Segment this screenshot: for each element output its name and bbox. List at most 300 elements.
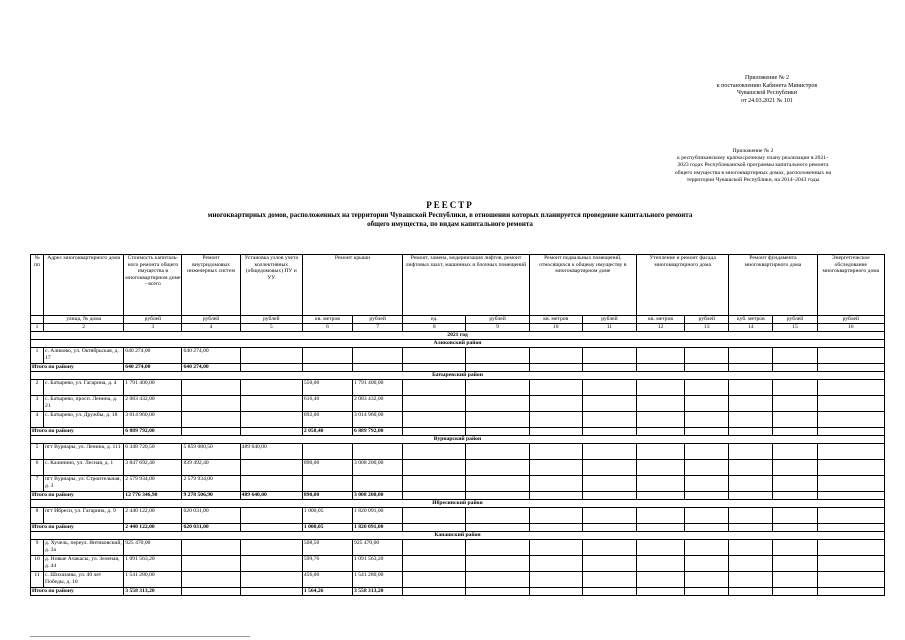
row-num: 9	[31, 540, 44, 556]
document-subtitle-2: общего имущества, по видам капитального ремонта	[367, 220, 533, 228]
header-engineering: Ремонт внутридомовых инженерных систем	[182, 255, 240, 316]
empty-cell	[729, 492, 773, 500]
empty-cell	[773, 444, 817, 460]
district-name: Аликовский район	[31, 340, 885, 348]
empty-cell	[637, 492, 685, 500]
appendix1-line-3: Чувашской Республики	[736, 90, 798, 96]
empty-cell	[582, 348, 636, 364]
empty-cell	[582, 460, 636, 476]
empty-cell	[466, 396, 529, 412]
empty-cell	[685, 412, 729, 428]
appendix2-line-5: территории Чувашской Республики, на 2014–2043 годы	[686, 176, 820, 183]
empty-cell	[773, 492, 817, 500]
empty-cell	[817, 588, 884, 596]
document-subtitle-1: многоквартирных домов, расположенных на территории Чувашской Республики, в отношении которых планируется проведение капитального ремонта	[207, 211, 693, 219]
empty-cell	[466, 348, 529, 364]
row-roof-cost	[353, 444, 403, 460]
district-name: Батыревский район	[31, 372, 885, 380]
empty-cell	[637, 396, 685, 412]
unit-cell: рублей	[773, 316, 817, 324]
row-meters	[240, 540, 302, 556]
empty-cell	[729, 540, 773, 556]
empty-cell	[466, 412, 529, 428]
empty-cell	[685, 348, 729, 364]
total-roof-cost: 6 889 792,00	[353, 428, 403, 436]
unit-cell: рублей	[240, 316, 302, 324]
empty-cell	[529, 572, 582, 588]
units-row	[31, 316, 885, 324]
empty-cell	[817, 428, 884, 436]
empty-cell	[637, 540, 685, 556]
empty-cell	[466, 428, 529, 436]
row-cost: 1 091 563,20	[124, 556, 182, 572]
empty-cell	[466, 556, 529, 572]
column-number: 3	[124, 324, 182, 332]
header-roof: Ремонт крыши	[302, 255, 402, 316]
header-facade: Утепление и ремонт фасада многоквартирного дома	[637, 255, 729, 316]
empty-cell	[817, 364, 884, 372]
empty-cell	[685, 508, 729, 524]
empty-cell	[403, 492, 466, 500]
table-row	[31, 380, 885, 396]
empty-cell	[773, 524, 817, 532]
empty-cell	[773, 460, 817, 476]
year-row	[31, 332, 885, 340]
row-roof-area: 1 000,05	[302, 508, 352, 524]
table-row	[31, 540, 885, 556]
appendix2-line-4: общего имущества в многоквартирных домах, расположенных на	[674, 169, 832, 176]
empty-cell	[637, 460, 685, 476]
row-cost: 6 348 720,50	[124, 444, 182, 460]
row-address: с. Батырево, просп. Ленина, д. 21	[44, 396, 124, 412]
unit-cell: рублей	[817, 316, 884, 324]
row-num: 7	[31, 476, 44, 492]
row-roof-area: 456,00	[302, 572, 352, 588]
empty-cell	[685, 524, 729, 532]
column-number: 5	[240, 324, 302, 332]
row-roof-area	[302, 444, 352, 460]
empty-cell	[817, 380, 884, 396]
empty-cell	[685, 476, 729, 492]
empty-cell	[529, 476, 582, 492]
empty-cell	[729, 380, 773, 396]
total-label: Итого по району	[31, 492, 124, 500]
empty-cell	[529, 444, 582, 460]
empty-cell	[582, 524, 636, 532]
empty-cell	[403, 588, 466, 596]
table-row	[31, 412, 885, 428]
row-roof-cost: 3 008 200,00	[353, 460, 403, 476]
empty-cell	[729, 460, 773, 476]
appendix2-line-3: 2023 годах Республиканской программы капитального ремонта	[677, 162, 829, 169]
row-num: 8	[31, 508, 44, 524]
empty-cell	[773, 412, 817, 428]
row-num: 3	[31, 396, 44, 412]
row-engineering	[182, 540, 240, 556]
row-engineering: 640 274,00	[182, 348, 240, 364]
empty-cell	[403, 396, 466, 412]
empty-cell	[817, 492, 884, 500]
row-roof-area: 892,00	[302, 412, 352, 428]
column-number: 12	[637, 324, 685, 332]
empty-cell	[466, 588, 529, 596]
column-numbers-row	[31, 324, 885, 332]
row-meters	[240, 396, 302, 412]
row-roof-area	[302, 476, 352, 492]
row-roof-cost: 925 470,00	[353, 540, 403, 556]
empty-cell	[582, 476, 636, 492]
empty-cell	[637, 412, 685, 428]
empty-cell	[685, 492, 729, 500]
empty-cell	[773, 588, 817, 596]
header-foundation: Ремонт фундамента многоквартирного дома	[729, 255, 817, 316]
total-roof-cost: 3 008 200,00	[353, 492, 403, 500]
row-roof-area: 616,40	[302, 396, 352, 412]
unit-cell: рублей	[466, 316, 529, 324]
total-roof-area: 1 564,26	[302, 588, 352, 596]
empty-cell	[817, 412, 884, 428]
total-row	[31, 428, 885, 436]
total-engineering: 9 278 506,90	[182, 492, 240, 500]
empty-cell	[403, 348, 466, 364]
empty-cell	[529, 524, 582, 532]
empty-cell	[582, 428, 636, 436]
total-meters: 489 640,00	[240, 492, 302, 500]
unit-cell: рублей	[353, 316, 403, 324]
empty-cell	[582, 444, 636, 460]
total-label: Итого по району	[31, 588, 124, 596]
empty-cell	[466, 460, 529, 476]
empty-cell	[403, 572, 466, 588]
document-title: РЕЕСТР	[426, 200, 474, 210]
header-energy: Энергетическое обследование многоквартирного дома	[817, 255, 884, 316]
table-row	[31, 556, 885, 572]
row-address: с. Батырево, ул. Дружбы, д. 18	[44, 412, 124, 428]
empty-cell	[773, 508, 817, 524]
column-number: 16	[817, 324, 884, 332]
empty-cell	[773, 428, 817, 436]
column-number: 2	[44, 324, 124, 332]
empty-cell	[773, 348, 817, 364]
district-row	[31, 340, 885, 348]
column-number: 6	[302, 324, 352, 332]
empty-cell	[729, 572, 773, 588]
empty-cell	[529, 508, 582, 524]
empty-cell	[582, 540, 636, 556]
empty-cell	[773, 396, 817, 412]
row-address: пгт Вурнары, ул. Ленина, д. 111	[44, 444, 124, 460]
row-address: с. Аликово, ул. Октябрьская, д. 17	[44, 348, 124, 364]
header-address: Адрес многоквартирного дома	[44, 255, 124, 316]
empty-cell	[529, 460, 582, 476]
empty-cell	[403, 444, 466, 460]
column-number: 14	[729, 324, 773, 332]
empty-cell	[637, 588, 685, 596]
empty-cell	[529, 364, 582, 372]
empty-cell	[529, 556, 582, 572]
empty-cell	[582, 588, 636, 596]
table-row	[31, 348, 885, 364]
row-cost: 2 579 934,00	[124, 476, 182, 492]
total-roof-cost	[353, 364, 403, 372]
header-meters: Установка узлов учета коллективных (общедомовых) ПУ и УУ	[240, 255, 302, 316]
empty-cell	[685, 588, 729, 596]
empty-cell	[729, 556, 773, 572]
total-label: Итого по району	[31, 364, 124, 372]
empty-cell	[637, 444, 685, 460]
empty-cell	[773, 540, 817, 556]
empty-cell	[582, 412, 636, 428]
empty-cell	[403, 556, 466, 572]
column-number: 11	[582, 324, 636, 332]
unit-cell	[31, 316, 44, 324]
header-basement: Ремонт подвальных помещений, относящихся к общему имуществу в многоквартирном доме	[529, 255, 636, 316]
total-roof-cost: 3 558 313,20	[353, 588, 403, 596]
empty-cell	[637, 572, 685, 588]
row-cost: 1 541 280,00	[124, 572, 182, 588]
empty-cell	[637, 508, 685, 524]
empty-cell	[685, 364, 729, 372]
empty-cell	[637, 364, 685, 372]
footer-divider	[30, 636, 250, 637]
unit-cell: рублей	[182, 316, 240, 324]
total-cost: 12 776 346,90	[124, 492, 182, 500]
table-row	[31, 572, 885, 588]
empty-cell	[729, 588, 773, 596]
empty-cell	[817, 508, 884, 524]
year-label: 2021 год	[31, 332, 885, 340]
empty-cell	[729, 476, 773, 492]
empty-cell	[403, 540, 466, 556]
district-name: Канашский район	[31, 532, 885, 540]
empty-cell	[685, 460, 729, 476]
empty-cell	[773, 380, 817, 396]
empty-cell	[729, 412, 773, 428]
empty-cell	[773, 476, 817, 492]
header-num: № пп	[31, 255, 44, 316]
table-row	[31, 476, 885, 492]
row-meters	[240, 476, 302, 492]
empty-cell	[403, 412, 466, 428]
empty-cell	[403, 428, 466, 436]
row-address: с. Батырево, ул. Гагарина, д. 4	[44, 380, 124, 396]
empty-cell	[466, 540, 529, 556]
empty-cell	[817, 460, 884, 476]
empty-cell	[637, 476, 685, 492]
total-label: Итого по району	[31, 428, 124, 436]
unit-cell: рублей	[124, 316, 182, 324]
total-cost: 2 440 122,00	[124, 524, 182, 532]
empty-cell	[529, 492, 582, 500]
total-roof-area: 2 058,40	[302, 428, 352, 436]
header-lifts: Ремонт, замена, модернизация лифтов, ремонт лифтовых шахт, машинных и блочных помещений	[403, 255, 529, 316]
row-address: д. Новые Ачакасы, ул. Зеленая, д. 44	[44, 556, 124, 572]
total-engineering	[182, 588, 240, 596]
empty-cell	[529, 396, 582, 412]
row-cost: 925 470,00	[124, 540, 182, 556]
empty-cell	[729, 364, 773, 372]
row-engineering	[182, 572, 240, 588]
empty-cell	[817, 348, 884, 364]
row-address: с. Калинино, ул. Лесная, д. 1	[44, 460, 124, 476]
table-row	[31, 508, 885, 524]
row-roof-area: 599,76	[302, 556, 352, 572]
row-engineering: 839 492,40	[182, 460, 240, 476]
empty-cell	[685, 428, 729, 436]
district-row	[31, 500, 885, 508]
empty-cell	[582, 380, 636, 396]
total-row	[31, 588, 885, 596]
empty-cell	[637, 348, 685, 364]
total-meters	[240, 364, 302, 372]
empty-cell	[582, 572, 636, 588]
total-roof-cost: 1 820 091,00	[353, 524, 403, 532]
unit-cell: куб. метров	[729, 316, 773, 324]
row-roof-cost: 1 541 280,00	[353, 572, 403, 588]
row-num: 6	[31, 460, 44, 476]
empty-cell	[403, 364, 466, 372]
row-roof-area: 508,50	[302, 540, 352, 556]
row-engineering	[182, 556, 240, 572]
empty-cell	[403, 380, 466, 396]
total-roof-area: 890,00	[302, 492, 352, 500]
empty-cell	[773, 364, 817, 372]
header-cost: Стоимость капиталь-ного ремонта общего имущества в многоквартирном доме - всего	[124, 255, 182, 316]
row-num: 5	[31, 444, 44, 460]
empty-cell	[729, 428, 773, 436]
empty-cell	[466, 524, 529, 532]
row-num: 10	[31, 556, 44, 572]
empty-cell	[685, 572, 729, 588]
empty-cell	[729, 524, 773, 532]
row-cost: 1 791 400,00	[124, 380, 182, 396]
appendix1-line-4: от 24.03.2021 № 101	[741, 97, 793, 104]
row-engineering: 2 579 934,00	[182, 476, 240, 492]
empty-cell	[403, 508, 466, 524]
row-address: пгт Вурнары, ул. Строительная, д. 3	[44, 476, 124, 492]
empty-cell	[729, 508, 773, 524]
empty-cell	[817, 524, 884, 532]
empty-cell	[637, 556, 685, 572]
empty-cell	[637, 380, 685, 396]
row-address: д. Хучель, переул. Янтиковский, д. 3а	[44, 540, 124, 556]
total-roof-area: 1 000,05	[302, 524, 352, 532]
row-meters	[240, 412, 302, 428]
total-row	[31, 492, 885, 500]
column-number: 8	[403, 324, 466, 332]
appendix1-line-2: к постановлению Кабинета Министров	[716, 82, 818, 89]
empty-cell	[817, 540, 884, 556]
row-roof-area: 550,00	[302, 380, 352, 396]
row-num: 2	[31, 380, 44, 396]
row-meters	[240, 460, 302, 476]
empty-cell	[466, 508, 529, 524]
empty-cell	[582, 492, 636, 500]
empty-cell	[466, 444, 529, 460]
row-num: 1	[31, 348, 44, 364]
row-cost: 2 440 122,00	[124, 508, 182, 524]
table-row	[31, 396, 885, 412]
row-num: 4	[31, 412, 44, 428]
empty-cell	[773, 572, 817, 588]
empty-cell	[582, 396, 636, 412]
empty-cell	[817, 572, 884, 588]
row-cost: 2 083 432,00	[124, 396, 182, 412]
empty-cell	[729, 348, 773, 364]
total-roof-area	[302, 364, 352, 372]
total-engineering: 620 031,00	[182, 524, 240, 532]
row-meters	[240, 348, 302, 364]
row-roof-cost: 3 014 960,00	[353, 412, 403, 428]
empty-cell	[403, 524, 466, 532]
empty-cell	[685, 380, 729, 396]
total-cost: 3 558 313,20	[124, 588, 182, 596]
row-meters	[240, 380, 302, 396]
row-cost: 640 274,00	[124, 348, 182, 364]
empty-cell	[637, 428, 685, 436]
total-engineering: 640 274,00	[182, 364, 240, 372]
row-address: пгт Ибреси, ул. Гагарина, д. 9	[44, 508, 124, 524]
row-cost: 3 847 692,40	[124, 460, 182, 476]
document-title-block	[100, 200, 800, 229]
empty-cell	[582, 556, 636, 572]
table-row	[31, 460, 885, 476]
empty-cell	[529, 588, 582, 596]
empty-cell	[729, 444, 773, 460]
empty-cell	[729, 396, 773, 412]
column-number: 4	[182, 324, 240, 332]
empty-cell	[529, 412, 582, 428]
empty-cell	[466, 364, 529, 372]
unit-cell: кв. метров	[302, 316, 352, 324]
total-cost: 640 274,00	[124, 364, 182, 372]
unit-cell: рублей	[685, 316, 729, 324]
row-roof-cost	[353, 348, 403, 364]
row-meters: 489 640,00	[240, 444, 302, 460]
row-engineering	[182, 396, 240, 412]
empty-cell	[582, 364, 636, 372]
row-meters	[240, 556, 302, 572]
empty-cell	[817, 556, 884, 572]
appendix1-line-1: Приложение № 2	[745, 75, 789, 81]
unit-cell: кв. метров	[529, 316, 582, 324]
total-row	[31, 364, 885, 372]
district-row	[31, 372, 885, 380]
appendix-block-2	[635, 148, 871, 184]
row-roof-area: 890,00	[302, 460, 352, 476]
row-address: с. Шихазаны, ул. 40 лет Победы, д. 10	[44, 572, 124, 588]
empty-cell	[637, 524, 685, 532]
row-num: 11	[31, 572, 44, 588]
unit-cell: рублей	[582, 316, 636, 324]
table-row	[31, 444, 885, 460]
total-label: Итого по району	[31, 524, 124, 532]
empty-cell	[403, 476, 466, 492]
empty-cell	[529, 428, 582, 436]
district-name: Вурнарский район	[31, 436, 885, 444]
column-number: 15	[773, 324, 817, 332]
empty-cell	[817, 476, 884, 492]
empty-cell	[529, 380, 582, 396]
empty-cell	[582, 508, 636, 524]
row-roof-cost: 1 791 400,00	[353, 380, 403, 396]
empty-cell	[685, 556, 729, 572]
empty-cell	[466, 380, 529, 396]
district-row	[31, 436, 885, 444]
empty-cell	[466, 492, 529, 500]
total-meters	[240, 588, 302, 596]
empty-cell	[773, 556, 817, 572]
